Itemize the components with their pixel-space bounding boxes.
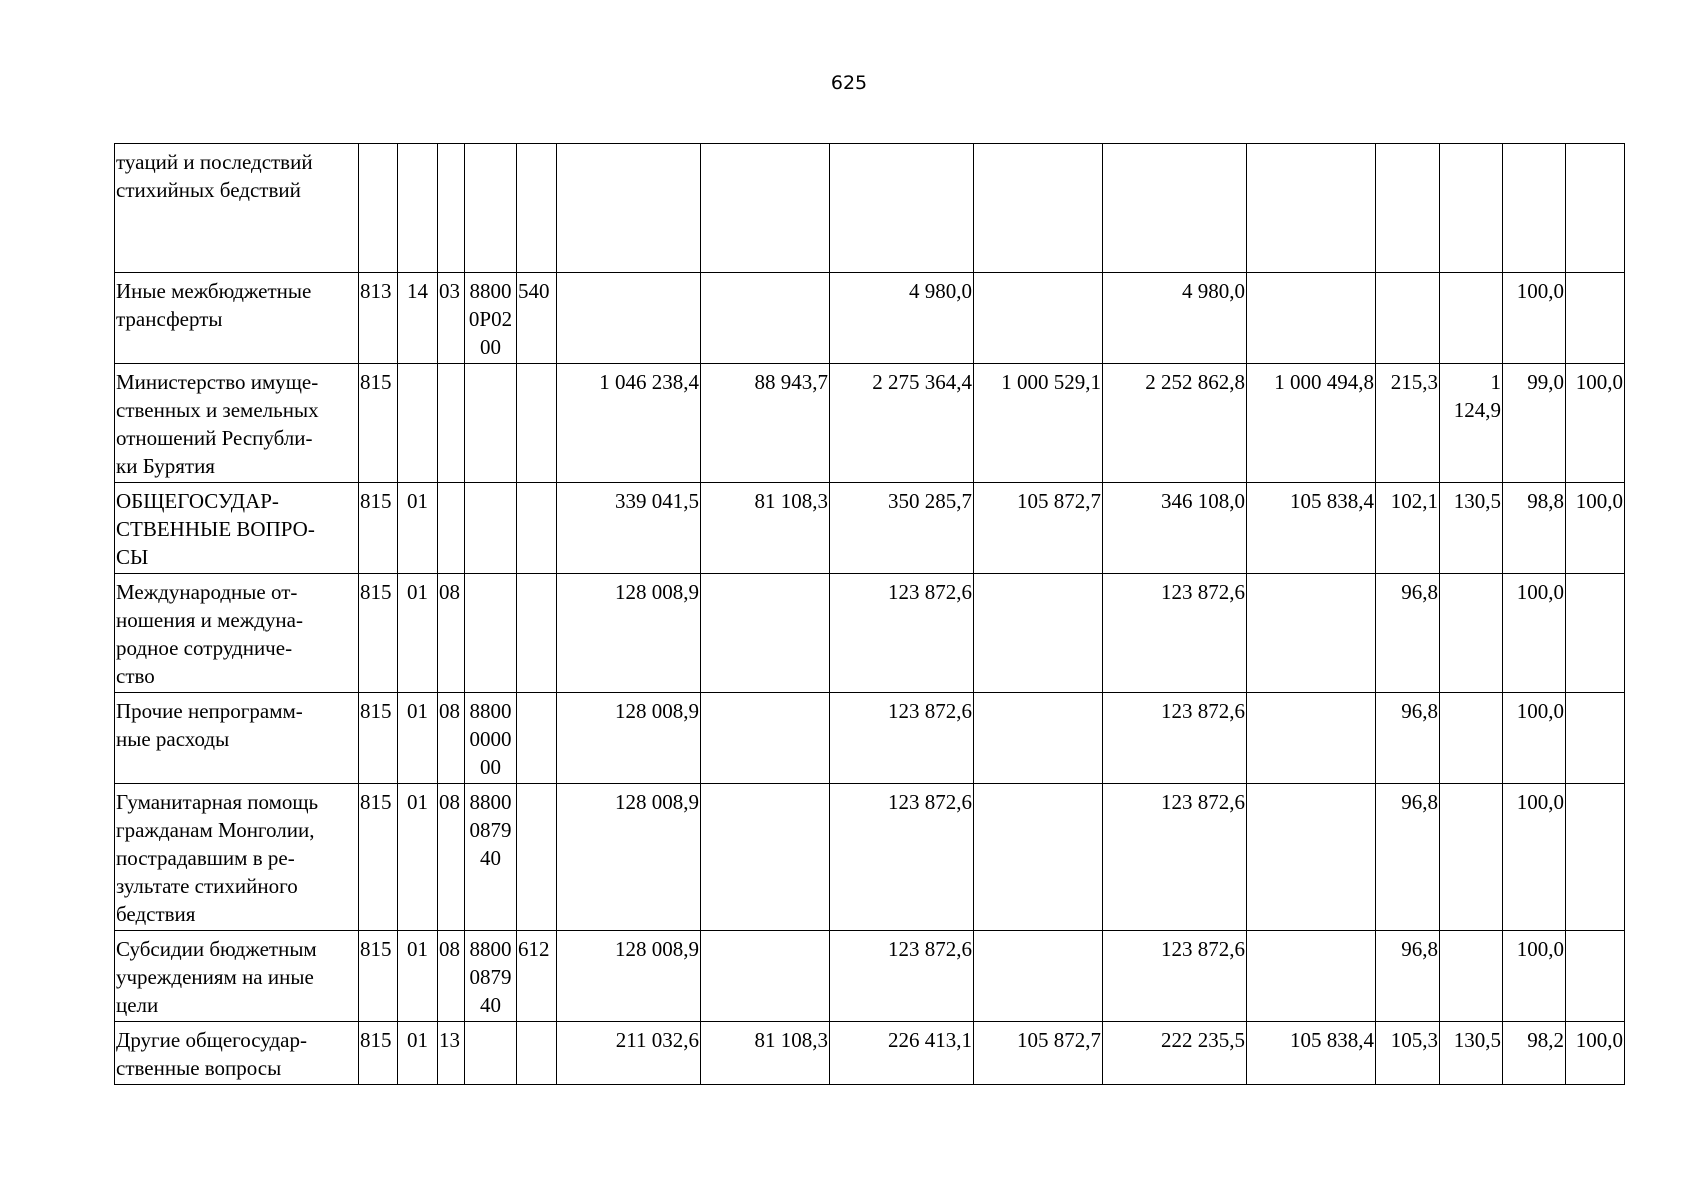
value-3 xyxy=(830,144,974,273)
percent-2 xyxy=(1440,693,1503,784)
percent-4 xyxy=(1566,574,1625,693)
code-target: 8800 0Р02 00 xyxy=(465,273,517,364)
percent-4 xyxy=(1566,273,1625,364)
value-5: 4 980,0 xyxy=(1103,273,1247,364)
page-number: 625 xyxy=(830,72,868,94)
table-body xyxy=(115,144,1625,1085)
code-expense-type xyxy=(517,1022,557,1085)
code-ministry: 815 xyxy=(359,574,398,693)
value-5: 123 872,6 xyxy=(1103,784,1247,931)
percent-1: 96,8 xyxy=(1376,574,1440,693)
value-2 xyxy=(701,273,830,364)
code-ministry: 815 xyxy=(359,1022,398,1085)
code-subsection: 08 xyxy=(438,693,465,784)
percent-4 xyxy=(1566,784,1625,931)
value-2 xyxy=(701,144,830,273)
value-1: 1 046 238,4 xyxy=(557,364,701,483)
code-ministry: 813 xyxy=(359,273,398,364)
code-subsection xyxy=(438,144,465,273)
value-5: 2 252 862,8 xyxy=(1103,364,1247,483)
percent-3: 98,8 xyxy=(1503,483,1566,574)
percent-4: 100,0 xyxy=(1566,364,1625,483)
table-row xyxy=(115,693,1625,784)
value-5: 123 872,6 xyxy=(1103,693,1247,784)
percent-2 xyxy=(1440,273,1503,364)
row-name: туаций и последствий стихийных бедствий xyxy=(115,144,359,273)
code-target xyxy=(465,483,517,574)
percent-2: 130,5 xyxy=(1440,1022,1503,1085)
budget-table xyxy=(114,143,1625,1085)
row-name: Министерство имуще- ственных и земельных отношений Республи- ки Бурятия xyxy=(115,364,359,483)
percent-4 xyxy=(1566,693,1625,784)
value-4 xyxy=(974,931,1103,1022)
percent-1 xyxy=(1376,144,1440,273)
row-name: Иные межбюджетные трансферты xyxy=(115,273,359,364)
code-target xyxy=(465,364,517,483)
row-name: ОБЩЕГОСУДАР- СТВЕННЫЕ ВОПРО- СЫ xyxy=(115,483,359,574)
row-name: Международные от- ношения и междуна- родное сотрудниче- ство xyxy=(115,574,359,693)
percent-1: 96,8 xyxy=(1376,693,1440,784)
value-2 xyxy=(701,693,830,784)
percent-4: 100,0 xyxy=(1566,483,1625,574)
value-4 xyxy=(974,144,1103,273)
table-row xyxy=(115,273,1625,364)
value-3: 123 872,6 xyxy=(830,693,974,784)
code-expense-type xyxy=(517,693,557,784)
code-expense-type: 540 xyxy=(517,273,557,364)
percent-2: 130,5 xyxy=(1440,483,1503,574)
code-section: 01 xyxy=(398,931,438,1022)
code-target xyxy=(465,574,517,693)
value-4: 105 872,7 xyxy=(974,1022,1103,1085)
value-1 xyxy=(557,273,701,364)
table-row xyxy=(115,1022,1625,1085)
percent-4: 100,0 xyxy=(1566,1022,1625,1085)
value-1: 128 008,9 xyxy=(557,784,701,931)
value-4 xyxy=(974,784,1103,931)
code-expense-type xyxy=(517,784,557,931)
code-section xyxy=(398,364,438,483)
percent-3: 100,0 xyxy=(1503,693,1566,784)
value-5 xyxy=(1103,144,1247,273)
code-expense-type xyxy=(517,483,557,574)
value-2 xyxy=(701,784,830,931)
code-target: 8800 0000 00 xyxy=(465,693,517,784)
value-3: 123 872,6 xyxy=(830,574,974,693)
code-expense-type xyxy=(517,144,557,273)
percent-1: 96,8 xyxy=(1376,931,1440,1022)
value-1: 128 008,9 xyxy=(557,931,701,1022)
value-5: 346 108,0 xyxy=(1103,483,1247,574)
percent-3: 100,0 xyxy=(1503,574,1566,693)
table-row xyxy=(115,483,1625,574)
percent-3: 100,0 xyxy=(1503,273,1566,364)
code-ministry: 815 xyxy=(359,931,398,1022)
percent-1 xyxy=(1376,273,1440,364)
value-6: 105 838,4 xyxy=(1247,483,1376,574)
code-ministry: 815 xyxy=(359,364,398,483)
percent-4 xyxy=(1566,931,1625,1022)
code-section: 01 xyxy=(398,693,438,784)
value-5: 222 235,5 xyxy=(1103,1022,1247,1085)
code-section: 01 xyxy=(398,574,438,693)
percent-3: 98,2 xyxy=(1503,1022,1566,1085)
value-2 xyxy=(701,931,830,1022)
value-3: 350 285,7 xyxy=(830,483,974,574)
percent-3: 99,0 xyxy=(1503,364,1566,483)
code-expense-type xyxy=(517,364,557,483)
value-6: 1 000 494,8 xyxy=(1247,364,1376,483)
row-name: Другие общегосудар- ственные вопросы xyxy=(115,1022,359,1085)
table-row xyxy=(115,364,1625,483)
value-6 xyxy=(1247,693,1376,784)
value-1: 128 008,9 xyxy=(557,574,701,693)
value-2: 88 943,7 xyxy=(701,364,830,483)
percent-1: 96,8 xyxy=(1376,784,1440,931)
value-4 xyxy=(974,273,1103,364)
value-3: 4 980,0 xyxy=(830,273,974,364)
code-subsection: 03 xyxy=(438,273,465,364)
percent-2 xyxy=(1440,574,1503,693)
code-ministry: 815 xyxy=(359,784,398,931)
percent-3: 100,0 xyxy=(1503,931,1566,1022)
table-row xyxy=(115,574,1625,693)
percent-4 xyxy=(1566,144,1625,273)
value-6 xyxy=(1247,144,1376,273)
code-subsection: 08 xyxy=(438,574,465,693)
code-subsection: 08 xyxy=(438,784,465,931)
code-target: 8800 0879 40 xyxy=(465,784,517,931)
code-subsection xyxy=(438,364,465,483)
code-target xyxy=(465,1022,517,1085)
percent-2 xyxy=(1440,784,1503,931)
percent-2 xyxy=(1440,144,1503,273)
code-ministry: 815 xyxy=(359,693,398,784)
value-4: 1 000 529,1 xyxy=(974,364,1103,483)
value-5: 123 872,6 xyxy=(1103,931,1247,1022)
code-subsection: 08 xyxy=(438,931,465,1022)
code-section: 01 xyxy=(398,784,438,931)
value-6: 105 838,4 xyxy=(1247,1022,1376,1085)
percent-2 xyxy=(1440,931,1503,1022)
code-ministry: 815 xyxy=(359,483,398,574)
code-expense-type xyxy=(517,574,557,693)
percent-1: 105,3 xyxy=(1376,1022,1440,1085)
code-subsection: 13 xyxy=(438,1022,465,1085)
value-2: 81 108,3 xyxy=(701,483,830,574)
value-2: 81 108,3 xyxy=(701,1022,830,1085)
code-target xyxy=(465,144,517,273)
value-3: 123 872,6 xyxy=(830,784,974,931)
table-row xyxy=(115,784,1625,931)
value-6 xyxy=(1247,931,1376,1022)
code-ministry xyxy=(359,144,398,273)
percent-1: 102,1 xyxy=(1376,483,1440,574)
value-1 xyxy=(557,144,701,273)
value-4: 105 872,7 xyxy=(974,483,1103,574)
percent-3 xyxy=(1503,144,1566,273)
code-target: 8800 0879 40 xyxy=(465,931,517,1022)
value-1: 339 041,5 xyxy=(557,483,701,574)
value-4 xyxy=(974,693,1103,784)
value-6 xyxy=(1247,574,1376,693)
value-3: 226 413,1 xyxy=(830,1022,974,1085)
value-5: 123 872,6 xyxy=(1103,574,1247,693)
row-name: Прочие непрограмм- ные расходы xyxy=(115,693,359,784)
row-name: Субсидии бюджетным учреждениям на иные цели xyxy=(115,931,359,1022)
value-3: 2 275 364,4 xyxy=(830,364,974,483)
value-1: 128 008,9 xyxy=(557,693,701,784)
code-section xyxy=(398,144,438,273)
code-section: 14 xyxy=(398,273,438,364)
value-6 xyxy=(1247,784,1376,931)
row-name: Гуманитарная помощь гражданам Монголии, пострадавшим в ре- зультате стихийного бедствия xyxy=(115,784,359,931)
table-row xyxy=(115,144,1625,273)
code-subsection xyxy=(438,483,465,574)
code-section: 01 xyxy=(398,1022,438,1085)
code-section: 01 xyxy=(398,483,438,574)
value-3: 123 872,6 xyxy=(830,931,974,1022)
value-1: 211 032,6 xyxy=(557,1022,701,1085)
table-row xyxy=(115,931,1625,1022)
percent-2: 1 124,9 xyxy=(1440,364,1503,483)
code-expense-type: 612 xyxy=(517,931,557,1022)
value-4 xyxy=(974,574,1103,693)
percent-3: 100,0 xyxy=(1503,784,1566,931)
percent-1: 215,3 xyxy=(1376,364,1440,483)
value-6 xyxy=(1247,273,1376,364)
value-2 xyxy=(701,574,830,693)
